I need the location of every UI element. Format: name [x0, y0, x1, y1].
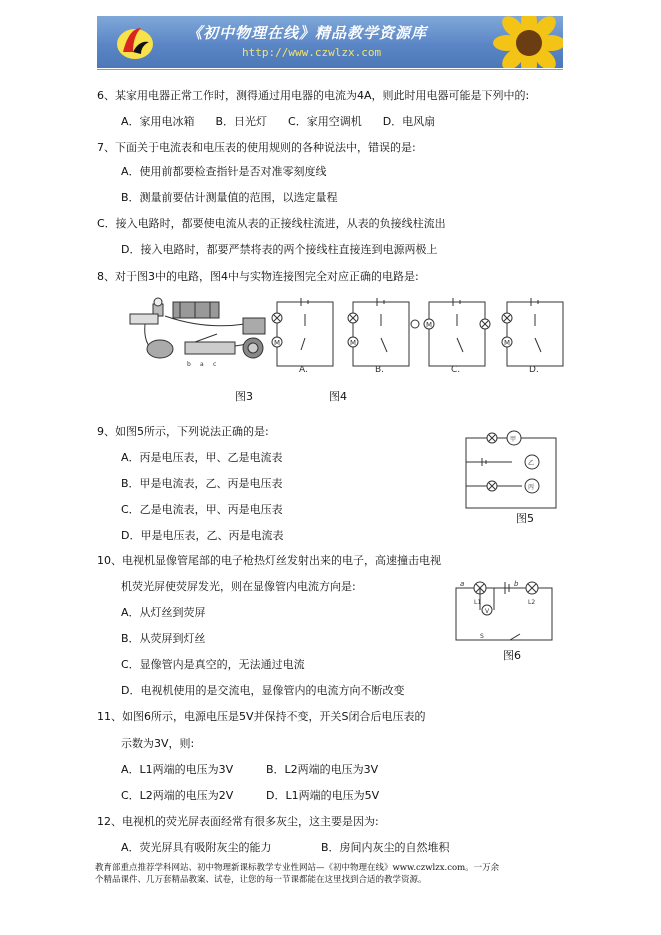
- q11-stem-line1: 11、如图6所示，电源电压是5V并保持不变，开关S闭合后电压表的: [97, 710, 426, 723]
- footer-line-2: 个精品课件、几万套精品教案、试卷，让您的每一节课都能在这里找到合适的教学资源。: [95, 875, 427, 885]
- figure-3-caption: 图3: [235, 390, 253, 403]
- figure-3-4: [125, 294, 565, 376]
- q10-option-d: D．电视机使用的是交流电，显像管内的电流方向不断改变: [121, 684, 405, 697]
- q9-stem: 9、如图5所示，下列说法正确的是:: [97, 425, 269, 438]
- meter-yi: 乙: [528, 460, 535, 467]
- svg-text:M: M: [426, 321, 433, 329]
- site-logo-icon: [111, 22, 155, 62]
- q10-option-b: B．从荧屏到灯丝: [121, 632, 206, 645]
- fig6-label-s: S: [480, 633, 484, 640]
- footer-line-1: 教育部重点推荐学科网站、初中物理新课标教学专业性网站—《初中物理在线》www.czwlzx.com。一万余: [95, 863, 500, 873]
- svg-text:M: M: [504, 339, 511, 347]
- q7-option-a: A．使用前都要检查指针是否对准零刻度线: [121, 165, 327, 178]
- q7-option-b: B．测量前要估计测量值的范围，以选定量程: [121, 191, 338, 204]
- fig6-label-a: a: [460, 580, 465, 588]
- q10-option-c: C．显像管内是真空的，无法通过电流: [121, 658, 305, 671]
- figure-6: [450, 580, 560, 646]
- meter-jia: 甲: [510, 436, 517, 443]
- svg-text:b: b: [187, 361, 191, 368]
- q9-option-d: D．甲是电压表，乙、丙是电流表: [121, 529, 284, 542]
- fig4-label-b: B.: [375, 365, 385, 375]
- q11-option-a: A．L1两端的电压为3V: [121, 763, 234, 776]
- figure-4-caption: 图4: [329, 390, 347, 403]
- fig6-label-l2: L2: [528, 599, 536, 606]
- header-title: 《初中物理在线》精品教学资源库: [187, 24, 428, 42]
- fig6-label-b: b: [514, 580, 519, 588]
- q8-stem: 8、对于图3中的电路，图4中与实物连接图完全对应正确的电路是:: [97, 270, 419, 283]
- q6-stem: 6、某家用电器正常工作时，测得通过用电器的电流为4A，则此时用电器可能是下列中的:: [97, 89, 530, 102]
- figure-4-option-b: [348, 298, 419, 366]
- q11-stem-line2: 示数为3V，则:: [121, 737, 195, 750]
- q9-option-b: B．甲是电流表，乙、丙是电压表: [121, 477, 283, 490]
- fig4-label-d: D.: [529, 365, 539, 375]
- q10-option-a: A．从灯丝到荧屏: [121, 606, 206, 619]
- figure-4-option-c: [424, 298, 490, 366]
- svg-text:M: M: [350, 339, 357, 347]
- q6-options: A．家用电冰箱 B．日光灯 C．家用空调机 D．电风扇: [121, 115, 436, 128]
- figure-4-option-a: [272, 298, 333, 366]
- q11-option-c: C．L2两端的电压为2V: [121, 789, 234, 802]
- header-banner: [97, 16, 563, 68]
- fig4-label-c: C.: [451, 365, 461, 375]
- svg-text:c: c: [213, 361, 217, 368]
- figure-4-option-d: [502, 298, 563, 366]
- q12-stem: 12、电视机的荧光屏表面经常有很多灰尘，这主要是因为:: [97, 815, 379, 828]
- q12-option-b: B．房间内灰尘的自然堆积: [321, 841, 450, 854]
- fig4-label-a: A.: [299, 365, 308, 375]
- figure-5: [462, 428, 562, 524]
- figure-3-real-circuit: [130, 298, 265, 368]
- page-footer: [95, 862, 575, 886]
- q10-stem-line1: 10、电视机显像管尾部的电子枪热灯丝发射出来的电子，高速撞击电视: [97, 554, 441, 567]
- header-url[interactable]: http://www.czwlzx.com: [242, 46, 382, 59]
- q9-option-c: C．乙是电流表，甲、丙是电压表: [121, 503, 283, 516]
- q11-option-b: B．L2两端的电压为3V: [266, 763, 379, 776]
- fig6-label-v: V: [485, 608, 490, 615]
- q10-stem-line2: 机荧光屏使荧屏发光，则在显像管内电流方向是:: [121, 580, 356, 593]
- svg-text:a: a: [200, 361, 204, 368]
- q11-option-d: D．L1两端的电压为5V: [266, 789, 380, 802]
- sunflower-icon: [489, 16, 563, 68]
- figure-6-caption: 图6: [503, 649, 521, 662]
- header-rule: [97, 69, 563, 70]
- q7-stem: 7、下面关于电流表和电压表的使用规则的各种说法中，错误的是:: [97, 141, 416, 154]
- figure-5-caption: 图5: [516, 512, 534, 525]
- fig6-label-l1: L1: [474, 599, 482, 606]
- q9-option-a: A．丙是电压表，甲、乙是电流表: [121, 451, 283, 464]
- meter-bing: 丙: [528, 484, 535, 491]
- q7-option-d: D．接入电路时，都要严禁将表的两个接线柱直接连到电源两极上: [121, 243, 438, 256]
- q12-option-a: A．荧光屏具有吸附灰尘的能力: [121, 841, 272, 854]
- q7-option-c: C．接入电路时，都要使电流从表的正接线柱流进，从表的负接线柱流出: [97, 217, 446, 230]
- svg-text:M: M: [274, 339, 281, 347]
